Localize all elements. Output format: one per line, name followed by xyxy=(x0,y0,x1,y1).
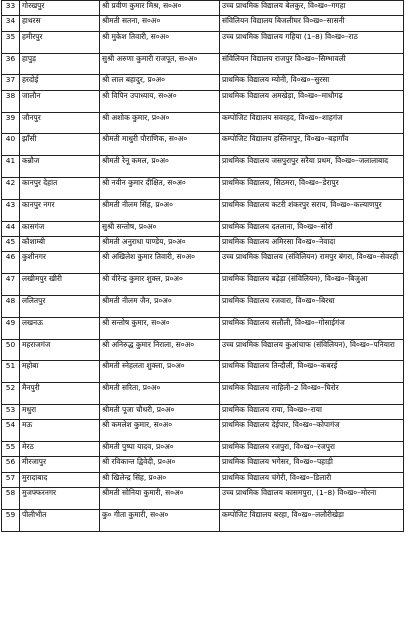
teacher-name-cell: सुश्री अरुणा कुमारी राजपूत, स०अ० xyxy=(100,53,220,75)
table-row xyxy=(2,156,404,178)
teacher-name-cell: श्री प्रवीण कुमार मिश्र, स०अ० xyxy=(100,1,220,16)
district-cell: कासगंज xyxy=(20,221,100,236)
teacher-name-cell: श्रीमती सरिता, प्र०अ० xyxy=(100,383,220,405)
district-cell: मैनपुरी xyxy=(20,383,100,405)
school-name-cell: प्राथमिक विद्यालय अमखेड़ा, वि०ख०–माधौगढ़ xyxy=(220,90,404,112)
table-row xyxy=(2,236,404,251)
district-cell: हरदोई xyxy=(20,75,100,90)
district-cell: जालौन xyxy=(20,90,100,112)
serial-number-cell: 35 xyxy=(2,31,20,53)
table-row xyxy=(2,252,404,274)
teacher-name-cell: श्रीमती सतना, स०अ० xyxy=(100,16,220,31)
teacher-name-cell: श्रीमती माधुरी पौराणिक, स०अ० xyxy=(100,134,220,156)
table-row xyxy=(2,383,404,405)
district-cell: मेरठ xyxy=(20,442,100,457)
table-row xyxy=(2,510,404,532)
school-name-cell: प्राथमिक विद्यालय नाहिली–2 वि०ख०–घिरोर xyxy=(220,383,404,405)
district-cell: कानपुर नगर xyxy=(20,199,100,221)
table-row xyxy=(2,53,404,75)
table-row xyxy=(2,420,404,442)
serial-number-cell: 33 xyxy=(2,1,20,16)
teacher-name-cell: श्रीमती पुष्पा यादव, प्र०अ० xyxy=(100,442,220,457)
teacher-name-cell: श्रीमती अनुराधा पाण्डेय, प्र०अ० xyxy=(100,236,220,251)
district-cell: मथुरा xyxy=(20,404,100,419)
teacher-name-cell: श्रीमती सोनिया कुमारी, स०अ० xyxy=(100,488,220,510)
table-row xyxy=(2,404,404,419)
table-row xyxy=(2,339,404,361)
table-row xyxy=(2,442,404,457)
serial-number-cell: 51 xyxy=(2,361,20,383)
school-name-cell: कम्पोजिट विद्यालय बरहा, वि०ख०–ललौरीखेड़ा xyxy=(220,510,404,532)
district-cell: महराजगंज xyxy=(20,339,100,361)
teacher-name-cell: श्री अखिलेश कुमार तिवारी, स०अ० xyxy=(100,252,220,274)
teacher-name-cell: श्री सन्तोष कुमार, स०अ० xyxy=(100,317,220,339)
teacher-name-cell: श्री कमलेश कुमार, स०अ० xyxy=(100,420,220,442)
school-name-cell: संविलियन विद्यालय बिजलीघर वि०ख०–सासनी xyxy=(220,16,404,31)
table-row xyxy=(2,90,404,112)
school-name-cell: संविलियन विद्यालय राजपुर वि०ख०–सिम्भावली xyxy=(220,53,404,75)
district-cell: मुरादाबाद xyxy=(20,472,100,487)
teacher-name-cell: श्री लाल बहादुर, प्र०अ० xyxy=(100,75,220,90)
table-row xyxy=(2,295,404,317)
school-name-cell: कम्पोजिट विद्यालय हस्तिनापुर, वि०ख०–बड़ागाँव xyxy=(220,134,404,156)
serial-number-cell: 39 xyxy=(2,112,20,134)
school-name-cell: प्राथमिक विद्यालय चंगेरी, वि०ख०–डिलारी xyxy=(220,472,404,487)
serial-number-cell: 36 xyxy=(2,53,20,75)
school-name-cell: कम्पोजिट विद्यालय सवरहद, वि०ख०–शाहगंज xyxy=(220,112,404,134)
serial-number-cell: 41 xyxy=(2,156,20,178)
serial-number-cell: 44 xyxy=(2,221,20,236)
roster-table-body xyxy=(2,1,404,532)
district-cell: कन्नौज xyxy=(20,156,100,178)
serial-number-cell: 38 xyxy=(2,90,20,112)
serial-number-cell: 53 xyxy=(2,404,20,419)
district-cell: मीरजापुर xyxy=(20,457,100,472)
district-cell: झाँसी xyxy=(20,134,100,156)
teacher-roster-table xyxy=(1,0,404,532)
table-row xyxy=(2,112,404,134)
table-row xyxy=(2,75,404,90)
district-cell: लखनऊ xyxy=(20,317,100,339)
school-name-cell: प्राथमिक विद्यालय देईपार, वि०ख०–कोपागंज xyxy=(220,420,404,442)
serial-number-cell: 37 xyxy=(2,75,20,90)
school-name-cell: उच्च प्राथमिक विद्यालय कुआंचाफ (संविलियन), वि०ख०–पनियारा xyxy=(220,339,404,361)
teacher-name-cell: श्री मुकेश तिवारी, स०अ० xyxy=(100,31,220,53)
teacher-name-cell: श्रीमती रेनू कमल, प्र०अ० xyxy=(100,156,220,178)
serial-number-cell: 45 xyxy=(2,236,20,251)
serial-number-cell: 47 xyxy=(2,274,20,296)
teacher-name-cell: श्री वीरेन्द्र कुमार शुक्ल, प्र०अ० xyxy=(100,274,220,296)
table-row xyxy=(2,199,404,221)
teacher-name-cell: श्रीमती स्नेहलता शुक्ला, प्र०अ० xyxy=(100,361,220,383)
table-row xyxy=(2,488,404,510)
teacher-name-cell: श्री अशोक कुमार, प्र०अ० xyxy=(100,112,220,134)
district-cell: लखीमपुर खीरी xyxy=(20,274,100,296)
district-cell: हमीरपुर xyxy=(20,31,100,53)
serial-number-cell: 57 xyxy=(2,472,20,487)
table-row xyxy=(2,317,404,339)
serial-number-cell: 54 xyxy=(2,420,20,442)
teacher-name-cell: श्री अनिरुद्ध कुमार निराला, स०अ० xyxy=(100,339,220,361)
school-name-cell: प्राथमिक विद्यालय सलौली, वि०ख०–गोसाईगंज xyxy=(220,317,404,339)
serial-number-cell: 58 xyxy=(2,488,20,510)
table-row xyxy=(2,472,404,487)
table-row xyxy=(2,177,404,199)
school-name-cell: उच्च प्राथमिक विद्यालय कासमपुरा, (1–8) वि०ख०–मोरना xyxy=(220,488,404,510)
teacher-name-cell: श्रीमती नीलम जैन, प्र०अ० xyxy=(100,295,220,317)
school-name-cell: प्राथमिक विद्यालय भगेसर, वि०ख०–पहाड़ी xyxy=(220,457,404,472)
district-cell: जौनपुर xyxy=(20,112,100,134)
school-name-cell: प्राथमिक विद्यालय कटरी शंकरपुर सराय, वि०ख०–कल्याणपुर xyxy=(220,199,404,221)
serial-number-cell: 59 xyxy=(2,510,20,532)
serial-number-cell: 40 xyxy=(2,134,20,156)
serial-number-cell: 52 xyxy=(2,383,20,405)
school-name-cell: प्राथमिक विद्यालय, सिठमरा, वि०ख०–डेरापुर xyxy=(220,177,404,199)
district-cell: कुशीनगर xyxy=(20,252,100,274)
district-cell: कौशाम्बी xyxy=(20,236,100,251)
serial-number-cell: 43 xyxy=(2,199,20,221)
table-row xyxy=(2,31,404,53)
teacher-name-cell: श्री नवीन कुमार दीक्षित, स०अ० xyxy=(100,177,220,199)
serial-number-cell: 34 xyxy=(2,16,20,31)
district-cell: हाथरस xyxy=(20,16,100,31)
table-row xyxy=(2,274,404,296)
school-name-cell: प्राथमिक विद्यालय रजपुरा, वि०ख०–रजपुरा xyxy=(220,442,404,457)
table-row xyxy=(2,134,404,156)
district-cell: ललितपुर xyxy=(20,295,100,317)
table-row xyxy=(2,1,404,16)
school-name-cell: उच्च प्राथमिक विद्यालय गहिया (1–8) वि०ख०–राठ xyxy=(220,31,404,53)
teacher-name-cell: श्री विपिन उपाध्याय, स०अ० xyxy=(100,90,220,112)
serial-number-cell: 49 xyxy=(2,317,20,339)
teacher-name-cell: श्रीमती पूजा चौधरी, प्र०अ० xyxy=(100,404,220,419)
school-name-cell: प्राथमिक विद्यालय बढ़ेड़ा (संविलियन), वि०ख०–बिजुआ xyxy=(220,274,404,296)
teacher-name-cell: कु० गीता कुमारी, स०अ० xyxy=(100,510,220,532)
district-cell: कानपुर देहात xyxy=(20,177,100,199)
school-name-cell: प्राथमिक विद्यालय दतलाना, वि०ख०–सोरों xyxy=(220,221,404,236)
school-name-cell: प्राथमिक विद्यालय अमिरसा वि०ख०–नेवादा xyxy=(220,236,404,251)
teacher-name-cell: श्री रविकान्त द्विवेदी, प्र०अ० xyxy=(100,457,220,472)
serial-number-cell: 48 xyxy=(2,295,20,317)
district-cell: महोबा xyxy=(20,361,100,383)
school-name-cell: प्राथमिक विद्यालय जसपुरापुर सरैया प्रथम, वि०ख०–जलालाबाद xyxy=(220,156,404,178)
serial-number-cell: 42 xyxy=(2,177,20,199)
serial-number-cell: 56 xyxy=(2,457,20,472)
table-row xyxy=(2,16,404,31)
serial-number-cell: 50 xyxy=(2,339,20,361)
table-row xyxy=(2,221,404,236)
district-cell: हापुड़ xyxy=(20,53,100,75)
school-name-cell: प्राथमिक विद्यालय म्योनी, वि०ख०–सुरसा xyxy=(220,75,404,90)
school-name-cell: उच्च प्राथमिक विद्यालय (संविलियन) रामपुर बंगरा, वि०ख०–सेवरही xyxy=(220,252,404,274)
teacher-name-cell: श्री खिलेन्द्र सिंह, प्र०अ० xyxy=(100,472,220,487)
school-name-cell: प्राथमिक विद्यालय राया, वि०ख०–राया xyxy=(220,404,404,419)
school-name-cell: उच्च प्राथमिक विद्यालय बेलकुर, वि०ख०–गगहा xyxy=(220,1,404,16)
teacher-name-cell: श्रीमती नीलम सिंह, प्र०अ० xyxy=(100,199,220,221)
serial-number-cell: 55 xyxy=(2,442,20,457)
district-cell: पीलीभीत xyxy=(20,510,100,532)
teacher-name-cell: सुश्री सन्तोष, प्र०अ० xyxy=(100,221,220,236)
school-name-cell: प्राथमिक विद्यालय रजवारा, वि०ख०–बिरधा xyxy=(220,295,404,317)
district-cell: मऊ xyxy=(20,420,100,442)
school-name-cell: प्राथमिक विद्यालय तिन्दौली, वि०ख०–कबरई xyxy=(220,361,404,383)
table-row xyxy=(2,361,404,383)
district-cell: मुजफ्फरनगर xyxy=(20,488,100,510)
table-row xyxy=(2,457,404,472)
district-cell: गोरखपुर xyxy=(20,1,100,16)
serial-number-cell: 46 xyxy=(2,252,20,274)
